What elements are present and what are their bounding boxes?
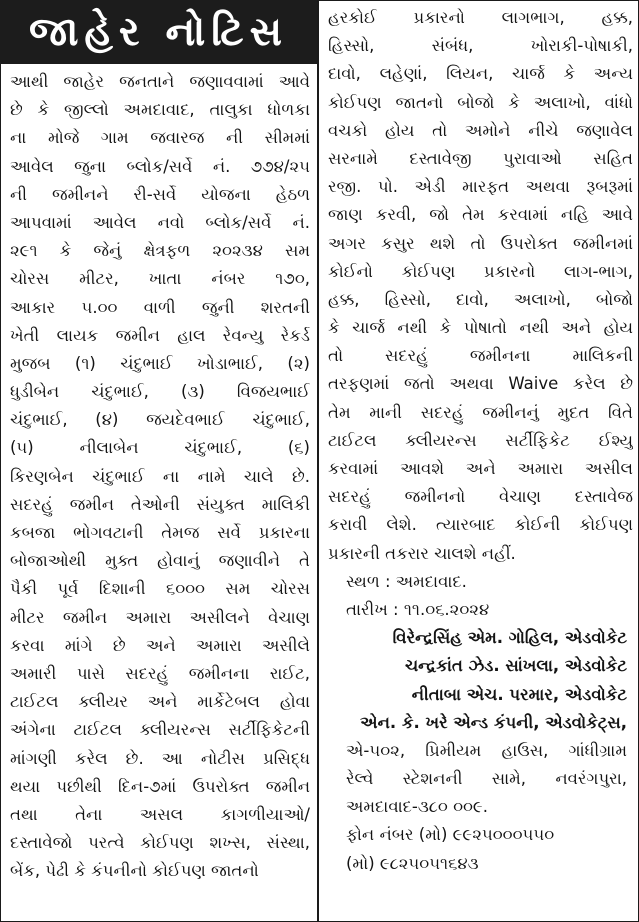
address-line-1: એ-૫૦૨, પ્રિમીયમ હાઉસ, ગાંધીગ્રામ: [346, 740, 627, 760]
notice-left-line: માંગણી કરેલ છે. આ નોટીસ પ્રસિદ્ધ: [10, 748, 310, 768]
notice-left-line: આવેલ જુના બ્લોક/સર્વે નં. ૭૭૪/૨૫: [10, 156, 310, 176]
notice-right-line: હિસ્સો, સંબંધ, ખોરાકી-પોષાકી,: [328, 36, 633, 56]
address-line-2: રેલ્વે સ્ટેશનની સામે, નવરંગપુરા,: [346, 769, 627, 789]
notice-right-line: કે ચાર્જ નથી કે પોષાતો નથી અને હોય: [328, 318, 633, 338]
notice-date: તારીખ : ૧૧.૦૬.૨૦૨૪: [346, 599, 490, 619]
notice-right-line: રજી. પો. એડી મારફત અથવા રૂબરૂમાં: [328, 177, 633, 197]
notice-left-line: આકાર ૫.૦૦ વાળી જુની શરતની: [10, 297, 310, 317]
notice-left-line: કબજા ભોગવટાની તેમજ સર્વે પ્રકારના: [10, 523, 310, 542]
notice-right-body: [328, 4, 633, 568]
notice-right-line: અગર કસુર થશે તો ઉપરોક્ત જમીનમાં: [328, 233, 633, 253]
notice-left-line: ખેતી લાયક જમીન હાલ રેવન્યુ રેકર્ડ: [10, 325, 310, 345]
notice-right-line: તરફણમાં જતો અથવા Waive કરેલ છે: [328, 374, 633, 394]
notice-left-line: ધુડીબેન ચંદુભાઈ, (૩) વિજયભાઈ: [10, 382, 310, 402]
notice-left-line: સદરહું જમીન તેઓની સંયુક્ત માલિકી: [10, 494, 310, 514]
notice-left-line: (૫) નીલાબેન ચંદુભાઈ, (૬): [10, 438, 310, 458]
notice-left-line: ૨૯૧ કે જેનું ક્ષેત્રફળ ૨૦૨૩૪ સમ: [10, 241, 310, 261]
notice-left-line: પૈકી પૂર્વ દિશાની ૬૦૦૦ સમ ચોરસ: [10, 579, 310, 599]
notice-left-line: કરવા માંગે છે અને અમારા અસીલે: [10, 635, 310, 655]
notice-left-line: ચંદુભાઈ, (૪) જયદેવભાઈ ચંદુભાઈ,: [10, 410, 310, 430]
notice-left-line: ટાઈટલ ક્લીયર અને માર્કેટેબલ હોવા: [10, 692, 310, 712]
notice-right-line: દાવો, લહેણાં, લિયન, ચાર્જ કે અન્ય: [328, 64, 633, 84]
notice-right-line: હક્ક, હિસ્સો, દાવો, અલાખો, બોજો: [328, 289, 633, 309]
notice-right-line: પ્રકારની તકરાર ચાલશે નહીં.: [328, 543, 516, 563]
notice-right-line: તેમ માની સદરહું જમીનનું મુદત વિતે: [328, 402, 633, 422]
notice-left-line: ચોરસ મીટર, ખાતા નંબર ૧૭૦,: [10, 269, 310, 289]
notice-left-line: મીટર જમીન અમારા અસીલને વેચાણ: [10, 607, 310, 627]
address-line-3: અમદાવાદ-૩૮૦ ૦૦૯.: [346, 797, 488, 817]
notice-left-column: [10, 68, 310, 885]
notice-left-line: ના મોજે ગામ જવારજ ની સીમમાં: [10, 128, 310, 148]
notice-right-line: ટાઈટલ ક્લીયરન્સ સર્ટીફિકેટ ઈશ્યુ: [328, 430, 633, 450]
notice-left-line: થયા પછીથી દિન-૭માં ઉપરોક્ત જમીન: [10, 776, 310, 796]
phone-line-2: (મો) ૯૮૨૫૦૫૧૬૪૩: [346, 853, 479, 873]
notice-right-column: [328, 4, 633, 878]
signatory-3: નીતાબા એચ. પરમાર, એડવોકેટ: [411, 684, 627, 704]
column-divider: [317, 0, 319, 922]
signatory-1: વિરેન્દ્રસિંહ એમ. ગોહિલ, એડવોકેટ: [392, 628, 627, 648]
notice-right-line: સદરહું જમીનનો વેચાણ દસ્તાવેજ: [328, 487, 633, 507]
firm-name: એન. કે. ખરે એન્ડ કંપની, એડવોકેટ્સ,: [360, 712, 627, 732]
notice-left-line: અમારી પાસે સદરહું જમીનના રાઈટ,: [10, 663, 310, 683]
notice-right-line: વચકો હોય તો અમોને નીચે જણાવેલ: [328, 120, 633, 140]
notice-right-line: જાણ કરવી, જો તેમ કરવામાં નહિ આવે: [328, 205, 633, 225]
notice-right-line: કોઈનો કોઈપણ પ્રકારનો લાગ-ભાગ,: [328, 261, 633, 281]
notice-left-line: આપવામાં આવેલ નવો બ્લોક/સર્વે નં.: [10, 212, 310, 232]
notice-right-line: સરનામે દસ્તાવેજી પુરાવાઓ સહિત: [328, 148, 633, 168]
phone-line-1: ફોન નંબર (મો) ૯૯૨૫૦૦૦૫૫૦: [346, 825, 555, 845]
notice-left-line: કિરણબેન ચંદુભાઈ ના નામે ચાલે છે.: [10, 466, 310, 486]
notice-right-line: કોઈપણ જાતનો બોજો કે અલાખો, વાંધો: [328, 92, 633, 112]
signatory-2: ચન્દ્રકાંત ઝેડ. સાંખલા, એડવોકેટ: [404, 656, 627, 676]
notice-right-line: કરવામાં આવશે અને અમારા અસીલ: [328, 459, 633, 478]
notice-left-line: દસ્તાવેજો પરત્વે કોઈપણ શખ્સ, સંસ્થા,: [10, 833, 310, 853]
notice-right-line: તો સદરહું જમીનના માલિકની: [328, 346, 633, 366]
notice-left-line: આથી જાહેર જનતાને જણાવવામાં આવે: [10, 72, 310, 91]
notice-left-line: છે કે જીલ્લો અમદાવાદ, તાલુકા ધોળકા: [10, 100, 310, 120]
notice-left-line: અંગેના ટાઈટલ ક્લીયરન્સ સર્ટીફિકેટની: [10, 720, 310, 740]
notice-left-line: બોજાઓથી મુક્ત હોવાનું જણાવીને તે: [10, 551, 310, 571]
notice-title: જાહેર નોટિસ: [0, 0, 317, 64]
notice-right-line: હરકોઈ પ્રકારનો લાગભાગ, હક્ક,: [328, 8, 633, 27]
notice-left-line: બેંક, પેઢી કે કંપનીનો કોઈપણ જાતનો: [10, 861, 259, 881]
notice-place: સ્થળ : અમદાવાદ.: [346, 571, 467, 591]
notice-left-line: તથા તેના અસલ કાગળીયાઓ/: [10, 804, 310, 824]
notice-left-line: ની જમીનને રી-સર્વે યોજના હેઠળ: [10, 184, 310, 204]
notice-right-line: કરાવી લેશે. ત્યારબાદ કોઈની કોઈપણ: [328, 515, 633, 535]
notice-left-line: મુજબ (૧) ચંદુભાઈ ખોડાભાઈ, (૨): [10, 353, 310, 373]
